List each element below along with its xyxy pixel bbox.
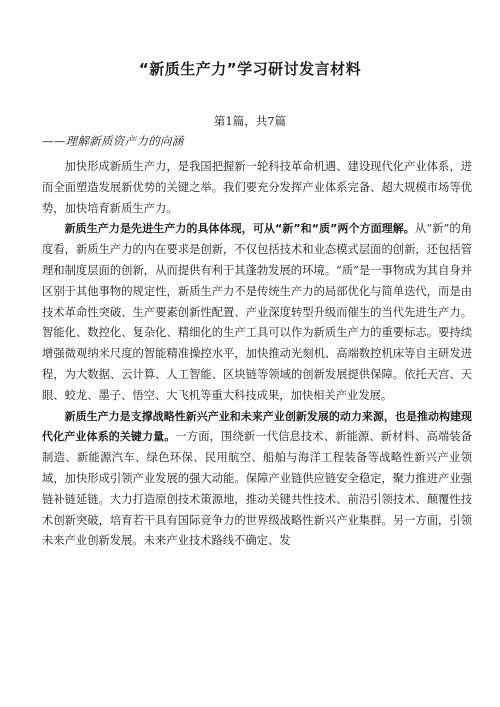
document-body (42, 157, 472, 552)
paragraph-text: 加快形成新质生产力，是我国把握新一轮科技革命机遇、建设现代化产业体系，进而全面塑造发展新优势的关键之举。我们要充分发挥产业体系完备、超大规模市场等优势，加快培育新质生产力。 (42, 160, 472, 215)
document-title: “新质生产力”学习研讨发言材料 (138, 60, 362, 78)
document-subtitle: ——理解新质资产力的向涵 (42, 134, 184, 148)
paragraph-lead: 新质生产力是先进生产力的具体体现，可从“新”和“质”两个方面理解。 (64, 222, 415, 236)
paragraph-lead: 新质生产力是支撑战略性新兴产业和未来产业创新发展的动力来源，也是推动构建现代化产业体系的关键力量。 (42, 409, 472, 444)
paragraph (42, 407, 472, 553)
paragraph (42, 157, 472, 219)
paragraph (42, 219, 472, 406)
paragraph-text: 一方面，围绕新一代信息技术、新能源、新材料、高端装备制造、新能源汽车、绿色环保、民用航空、船舶与海洋工程装备等战略性新兴产业领域，加快形成引领产业发展的强大动能。保障产业链供应链安全稳定，聚力推进产业强链补链延链。大力打造原创技术策源地，推动关键共性技术、前沿引领技术、颠覆性技术创新突破，培育若干具有国际竞争力的世界级战略性新兴产业集群。另一方面，引领未来产业创新发展。未来产业技术路线不确定、发 (42, 430, 472, 548)
paragraph-text: 从“新”的角度看，新质生产力的内在要求是创新，不仅包括技术和业态模式层面的创新，还包括管理和制度层面的创新，从而提供有利于其蓬勃发展的环境。“质”是一事物成为其自身并区别于其他事物的规定性，新质生产力不是传统生产力的局部优化与简单迭代，而是由技术革命性突破、生产要素创新性配置、产业深度转型升级而催生的当代先进生产力。智能化、数控化、复杂化、精细化的生产工具可以作为新质生产力的重要标志。要持续增强微观纳米尺度的智能精准操控水平，加快推动光刻机、高端数控机床等自主研发进程，为大数据、云计算、人工智能、区块链等领域的创新发展提供保障。依托天宫、天眼、蛟龙、墨子、悟空、大飞机等重大科技成果，加快相关产业发展。 (42, 222, 472, 402)
part-indicator: 第1篇，共7篇 (213, 114, 287, 128)
